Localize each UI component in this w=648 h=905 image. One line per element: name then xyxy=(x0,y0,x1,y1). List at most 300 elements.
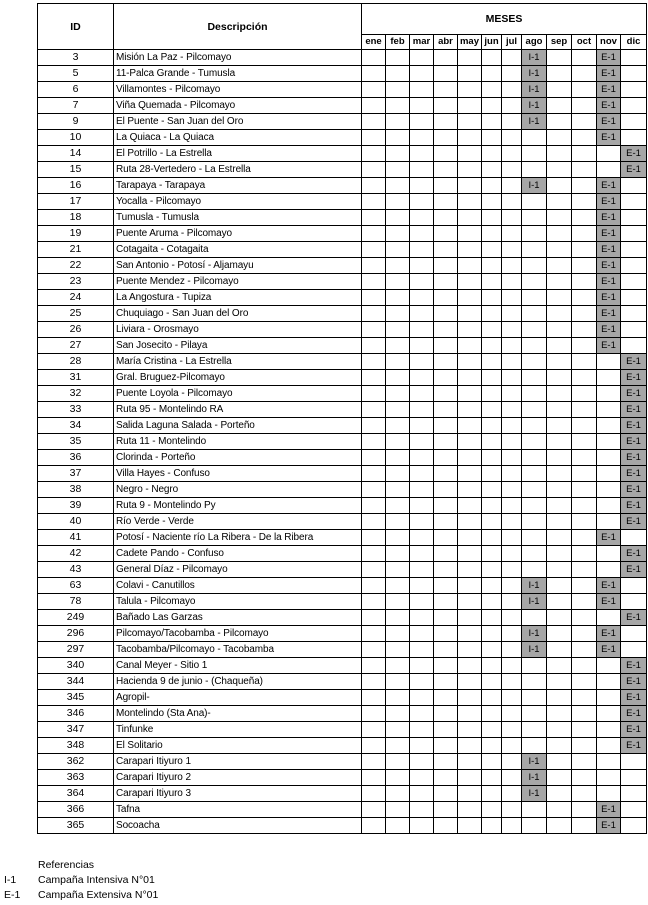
table-row xyxy=(38,290,647,306)
row-description: Negro - Negro xyxy=(114,482,362,498)
month-cell-feb xyxy=(386,210,410,226)
month-cell-jul xyxy=(502,530,522,546)
month-cell-sep xyxy=(547,402,572,418)
month-cell-may xyxy=(458,402,482,418)
month-cell-nov xyxy=(597,402,621,418)
month-cell-nov: E-1 xyxy=(597,226,621,242)
reference-code: E-1 xyxy=(4,889,21,901)
month-cell-sep xyxy=(547,178,572,194)
row-description: Carapari Itiyuro 2 xyxy=(114,770,362,786)
month-cell-dic xyxy=(621,770,647,786)
row-id: 27 xyxy=(38,338,114,354)
month-cell-may xyxy=(458,738,482,754)
month-cell-dic: E-1 xyxy=(621,354,647,370)
table-row xyxy=(38,594,647,610)
month-cell-nov: E-1 xyxy=(597,626,621,642)
row-id: 16 xyxy=(38,178,114,194)
month-cell-may xyxy=(458,114,482,130)
month-cell-jul xyxy=(502,770,522,786)
month-header-feb: feb xyxy=(386,35,410,50)
month-cell-may xyxy=(458,418,482,434)
month-cell-nov: E-1 xyxy=(597,66,621,82)
row-id: 22 xyxy=(38,258,114,274)
month-cell-abr xyxy=(434,642,458,658)
row-id: 348 xyxy=(38,738,114,754)
month-cell-ago: I-1 xyxy=(522,98,547,114)
month-cell-sep xyxy=(547,578,572,594)
month-cell-jul xyxy=(502,370,522,386)
month-cell-jul xyxy=(502,114,522,130)
month-cell-dic xyxy=(621,178,647,194)
row-description: General Díaz - Pilcomayo xyxy=(114,562,362,578)
table-row xyxy=(38,66,647,82)
month-cell-ago: I-1 xyxy=(522,594,547,610)
month-cell-jun xyxy=(482,306,502,322)
month-cell-may xyxy=(458,674,482,690)
month-cell-dic xyxy=(621,754,647,770)
month-cell-oct xyxy=(572,546,597,562)
month-cell-ago xyxy=(522,306,547,322)
row-id: 23 xyxy=(38,274,114,290)
month-cell-mar xyxy=(410,434,434,450)
month-cell-ago xyxy=(522,562,547,578)
table-row xyxy=(38,530,647,546)
table-row xyxy=(38,370,647,386)
month-cell-ene xyxy=(362,434,386,450)
table-row xyxy=(38,482,647,498)
month-cell-mar xyxy=(410,770,434,786)
month-cell-nov: E-1 xyxy=(597,530,621,546)
month-cell-ene xyxy=(362,530,386,546)
month-cell-nov: E-1 xyxy=(597,274,621,290)
month-cell-jul xyxy=(502,306,522,322)
month-cell-dic xyxy=(621,194,647,210)
month-cell-feb xyxy=(386,82,410,98)
month-cell-jun xyxy=(482,786,502,802)
month-cell-jul xyxy=(502,418,522,434)
month-cell-nov: E-1 xyxy=(597,194,621,210)
month-cell-jul xyxy=(502,386,522,402)
month-cell-nov: E-1 xyxy=(597,642,621,658)
month-cell-ene xyxy=(362,802,386,818)
month-cell-nov: E-1 xyxy=(597,178,621,194)
table-row xyxy=(38,98,647,114)
month-cell-sep xyxy=(547,722,572,738)
row-id: 18 xyxy=(38,210,114,226)
row-description: Liviara - Orosmayo xyxy=(114,322,362,338)
month-cell-ago xyxy=(522,610,547,626)
month-cell-oct xyxy=(572,802,597,818)
row-description: El Puente - San Juan del Oro xyxy=(114,114,362,130)
month-cell-abr xyxy=(434,434,458,450)
month-cell-ago xyxy=(522,242,547,258)
row-id: 15 xyxy=(38,162,114,178)
month-cell-jul xyxy=(502,338,522,354)
month-cell-feb xyxy=(386,290,410,306)
row-description: Tumusla - Tumusla xyxy=(114,210,362,226)
month-cell-jun xyxy=(482,738,502,754)
month-cell-sep xyxy=(547,82,572,98)
month-cell-abr xyxy=(434,290,458,306)
month-cell-nov xyxy=(597,386,621,402)
month-cell-feb xyxy=(386,418,410,434)
month-cell-ene xyxy=(362,98,386,114)
month-cell-dic: E-1 xyxy=(621,386,647,402)
month-cell-oct xyxy=(572,578,597,594)
month-cell-mar xyxy=(410,402,434,418)
table-row xyxy=(38,210,647,226)
row-id: 347 xyxy=(38,722,114,738)
row-description: Pilcomayo/Tacobamba - Pilcomayo xyxy=(114,626,362,642)
month-cell-sep xyxy=(547,210,572,226)
month-cell-may xyxy=(458,690,482,706)
month-cell-mar xyxy=(410,242,434,258)
month-cell-nov: E-1 xyxy=(597,210,621,226)
month-cell-ago xyxy=(522,482,547,498)
table-row xyxy=(38,690,647,706)
month-cell-dic xyxy=(621,82,647,98)
month-cell-nov xyxy=(597,162,621,178)
month-cell-sep xyxy=(547,114,572,130)
month-cell-feb xyxy=(386,738,410,754)
month-cell-abr xyxy=(434,770,458,786)
month-header-jul: jul xyxy=(502,35,522,50)
month-cell-abr xyxy=(434,514,458,530)
month-cell-dic xyxy=(621,114,647,130)
table-row xyxy=(38,322,647,338)
row-id: 296 xyxy=(38,626,114,642)
month-cell-mar xyxy=(410,66,434,82)
month-cell-oct xyxy=(572,354,597,370)
month-cell-jul xyxy=(502,706,522,722)
month-cell-ene xyxy=(362,370,386,386)
month-cell-abr xyxy=(434,466,458,482)
month-cell-dic: E-1 xyxy=(621,466,647,482)
month-cell-ago: I-1 xyxy=(522,754,547,770)
reference-code: I-1 xyxy=(4,874,17,886)
month-cell-jun xyxy=(482,562,502,578)
month-cell-jun xyxy=(482,386,502,402)
month-cell-nov xyxy=(597,770,621,786)
row-description: Colavi - Canutillos xyxy=(114,578,362,594)
month-cell-sep xyxy=(547,770,572,786)
month-cell-oct xyxy=(572,482,597,498)
month-cell-mar xyxy=(410,450,434,466)
month-cell-mar xyxy=(410,274,434,290)
row-description: Misión La Paz - Pilcomayo xyxy=(114,50,362,66)
month-cell-jul xyxy=(502,578,522,594)
row-id: 39 xyxy=(38,498,114,514)
month-cell-jul xyxy=(502,226,522,242)
month-cell-dic xyxy=(621,322,647,338)
month-cell-ene xyxy=(362,450,386,466)
month-cell-abr xyxy=(434,130,458,146)
month-cell-abr xyxy=(434,370,458,386)
month-cell-ago xyxy=(522,402,547,418)
month-cell-nov xyxy=(597,658,621,674)
month-cell-may xyxy=(458,338,482,354)
month-cell-ene xyxy=(362,562,386,578)
table-row xyxy=(38,386,647,402)
month-cell-jul xyxy=(502,674,522,690)
month-cell-ago xyxy=(522,514,547,530)
month-cell-abr xyxy=(434,818,458,834)
month-cell-abr xyxy=(434,530,458,546)
month-cell-sep xyxy=(547,194,572,210)
month-cell-oct xyxy=(572,738,597,754)
month-cell-ago xyxy=(522,434,547,450)
month-cell-ene xyxy=(362,610,386,626)
table-row xyxy=(38,802,647,818)
row-description: Villamontes - Pilcomayo xyxy=(114,82,362,98)
month-cell-jul xyxy=(502,402,522,418)
month-cell-abr xyxy=(434,450,458,466)
table-row xyxy=(38,546,647,562)
table-row xyxy=(38,354,647,370)
month-cell-dic xyxy=(621,530,647,546)
month-cell-sep xyxy=(547,674,572,690)
table-row xyxy=(38,178,647,194)
month-cell-ene xyxy=(362,706,386,722)
month-cell-sep xyxy=(547,818,572,834)
table-row xyxy=(38,82,647,98)
month-cell-abr xyxy=(434,690,458,706)
month-cell-nov: E-1 xyxy=(597,578,621,594)
month-cell-nov xyxy=(597,354,621,370)
month-cell-nov xyxy=(597,722,621,738)
month-cell-jul xyxy=(502,98,522,114)
month-cell-jun xyxy=(482,210,502,226)
month-cell-mar xyxy=(410,722,434,738)
month-cell-oct xyxy=(572,130,597,146)
month-cell-oct xyxy=(572,562,597,578)
month-cell-jul xyxy=(502,818,522,834)
month-cell-jul xyxy=(502,146,522,162)
table-row xyxy=(38,674,647,690)
month-cell-jun xyxy=(482,274,502,290)
month-cell-ago: I-1 xyxy=(522,578,547,594)
row-id: 42 xyxy=(38,546,114,562)
month-cell-may xyxy=(458,354,482,370)
row-id: 21 xyxy=(38,242,114,258)
month-cell-ene xyxy=(362,338,386,354)
month-cell-nov: E-1 xyxy=(597,802,621,818)
table-row xyxy=(38,466,647,482)
month-cell-sep xyxy=(547,66,572,82)
table-row xyxy=(38,274,647,290)
row-id: 43 xyxy=(38,562,114,578)
month-cell-abr xyxy=(434,754,458,770)
month-cell-jul xyxy=(502,178,522,194)
month-cell-jun xyxy=(482,450,502,466)
month-cell-dic xyxy=(621,594,647,610)
table-row xyxy=(38,562,647,578)
month-cell-abr xyxy=(434,578,458,594)
row-description: Tacobamba/Pilcomayo - Tacobamba xyxy=(114,642,362,658)
month-cell-ago xyxy=(522,418,547,434)
month-cell-jun xyxy=(482,114,502,130)
month-cell-sep xyxy=(547,450,572,466)
table-row xyxy=(38,722,647,738)
month-cell-ago xyxy=(522,818,547,834)
month-cell-ene xyxy=(362,626,386,642)
month-cell-oct xyxy=(572,418,597,434)
month-header-abr: abr xyxy=(434,35,458,50)
month-cell-ago xyxy=(522,386,547,402)
row-description: Salida Laguna Salada - Porteño xyxy=(114,418,362,434)
month-header-ene: ene xyxy=(362,35,386,50)
row-description: Ruta 11 - Montelindo xyxy=(114,434,362,450)
month-cell-oct xyxy=(572,642,597,658)
row-description: Hacienda 9 de junio - (Chaqueña) xyxy=(114,674,362,690)
row-id: 35 xyxy=(38,434,114,450)
month-cell-jul xyxy=(502,50,522,66)
month-cell-oct xyxy=(572,530,597,546)
month-cell-jul xyxy=(502,194,522,210)
month-cell-mar xyxy=(410,290,434,306)
month-cell-sep xyxy=(547,418,572,434)
month-cell-ago: I-1 xyxy=(522,114,547,130)
month-cell-feb xyxy=(386,786,410,802)
month-cell-jun xyxy=(482,690,502,706)
month-cell-ene xyxy=(362,498,386,514)
month-cell-jun xyxy=(482,354,502,370)
month-header-ago: ago xyxy=(522,35,547,50)
month-cell-oct xyxy=(572,386,597,402)
row-description: San Antonio - Potosí - Aljamayu xyxy=(114,258,362,274)
month-cell-abr xyxy=(434,162,458,178)
month-cell-ago xyxy=(522,546,547,562)
month-cell-dic xyxy=(621,66,647,82)
month-cell-nov xyxy=(597,706,621,722)
month-cell-nov: E-1 xyxy=(597,258,621,274)
month-cell-ago: I-1 xyxy=(522,82,547,98)
month-cell-jul xyxy=(502,274,522,290)
month-cell-ene xyxy=(362,514,386,530)
month-cell-nov: E-1 xyxy=(597,130,621,146)
month-cell-may xyxy=(458,370,482,386)
month-cell-sep xyxy=(547,226,572,242)
month-cell-jun xyxy=(482,770,502,786)
month-cell-feb xyxy=(386,706,410,722)
month-cell-feb xyxy=(386,322,410,338)
month-cell-ago xyxy=(522,162,547,178)
table-row xyxy=(38,226,647,242)
month-header-mar: mar xyxy=(410,35,434,50)
month-cell-abr xyxy=(434,82,458,98)
month-cell-sep xyxy=(547,290,572,306)
month-cell-sep xyxy=(547,146,572,162)
month-cell-nov: E-1 xyxy=(597,98,621,114)
month-cell-jun xyxy=(482,466,502,482)
month-cell-oct xyxy=(572,274,597,290)
month-cell-abr xyxy=(434,146,458,162)
month-cell-jul xyxy=(502,242,522,258)
month-cell-mar xyxy=(410,578,434,594)
month-cell-dic xyxy=(621,290,647,306)
month-cell-dic xyxy=(621,50,647,66)
month-cell-sep xyxy=(547,626,572,642)
month-cell-feb xyxy=(386,402,410,418)
month-cell-nov: E-1 xyxy=(597,50,621,66)
month-cell-mar xyxy=(410,674,434,690)
month-cell-jul xyxy=(502,754,522,770)
month-cell-jul xyxy=(502,450,522,466)
table-row xyxy=(38,498,647,514)
month-cell-feb xyxy=(386,50,410,66)
table-row xyxy=(38,818,647,834)
month-cell-mar xyxy=(410,706,434,722)
month-cell-dic: E-1 xyxy=(621,418,647,434)
table-row xyxy=(38,706,647,722)
month-cell-jun xyxy=(482,418,502,434)
month-header-may: may xyxy=(458,35,482,50)
month-cell-ago: I-1 xyxy=(522,642,547,658)
month-cell-may xyxy=(458,82,482,98)
month-cell-oct xyxy=(572,722,597,738)
row-description: Clorinda - Porteño xyxy=(114,450,362,466)
month-cell-jun xyxy=(482,642,502,658)
month-cell-ene xyxy=(362,194,386,210)
month-cell-sep xyxy=(547,786,572,802)
month-cell-oct xyxy=(572,162,597,178)
month-cell-feb xyxy=(386,482,410,498)
month-cell-jun xyxy=(482,754,502,770)
month-cell-oct xyxy=(572,674,597,690)
month-cell-sep xyxy=(547,50,572,66)
month-cell-sep xyxy=(547,642,572,658)
month-cell-sep xyxy=(547,754,572,770)
month-cell-sep xyxy=(547,354,572,370)
month-cell-nov xyxy=(597,434,621,450)
month-cell-ago xyxy=(522,674,547,690)
month-cell-ene xyxy=(362,770,386,786)
month-cell-ene xyxy=(362,754,386,770)
month-cell-ago xyxy=(522,498,547,514)
month-cell-sep xyxy=(547,706,572,722)
month-cell-mar xyxy=(410,658,434,674)
month-cell-mar xyxy=(410,498,434,514)
month-cell-mar xyxy=(410,322,434,338)
month-cell-abr xyxy=(434,802,458,818)
row-description: Puente Mendez - Pilcomayo xyxy=(114,274,362,290)
month-cell-mar xyxy=(410,466,434,482)
month-cell-jul xyxy=(502,434,522,450)
month-cell-ene xyxy=(362,482,386,498)
month-cell-nov: E-1 xyxy=(597,594,621,610)
month-cell-may xyxy=(458,322,482,338)
month-cell-oct xyxy=(572,514,597,530)
month-cell-may xyxy=(458,594,482,610)
month-cell-nov: E-1 xyxy=(597,290,621,306)
month-cell-ago xyxy=(522,146,547,162)
row-description: Yocalla - Pilcomayo xyxy=(114,194,362,210)
table-row xyxy=(38,114,647,130)
month-cell-ago xyxy=(522,258,547,274)
row-description: Talula - Pilcomayo xyxy=(114,594,362,610)
month-cell-feb xyxy=(386,114,410,130)
month-cell-abr xyxy=(434,418,458,434)
month-cell-dic: E-1 xyxy=(621,546,647,562)
month-cell-may xyxy=(458,274,482,290)
month-cell-jun xyxy=(482,594,502,610)
month-cell-feb xyxy=(386,514,410,530)
month-cell-sep xyxy=(547,386,572,402)
month-cell-dic xyxy=(621,802,647,818)
month-cell-ene xyxy=(362,546,386,562)
month-cell-dic: E-1 xyxy=(621,434,647,450)
month-cell-ago xyxy=(522,450,547,466)
